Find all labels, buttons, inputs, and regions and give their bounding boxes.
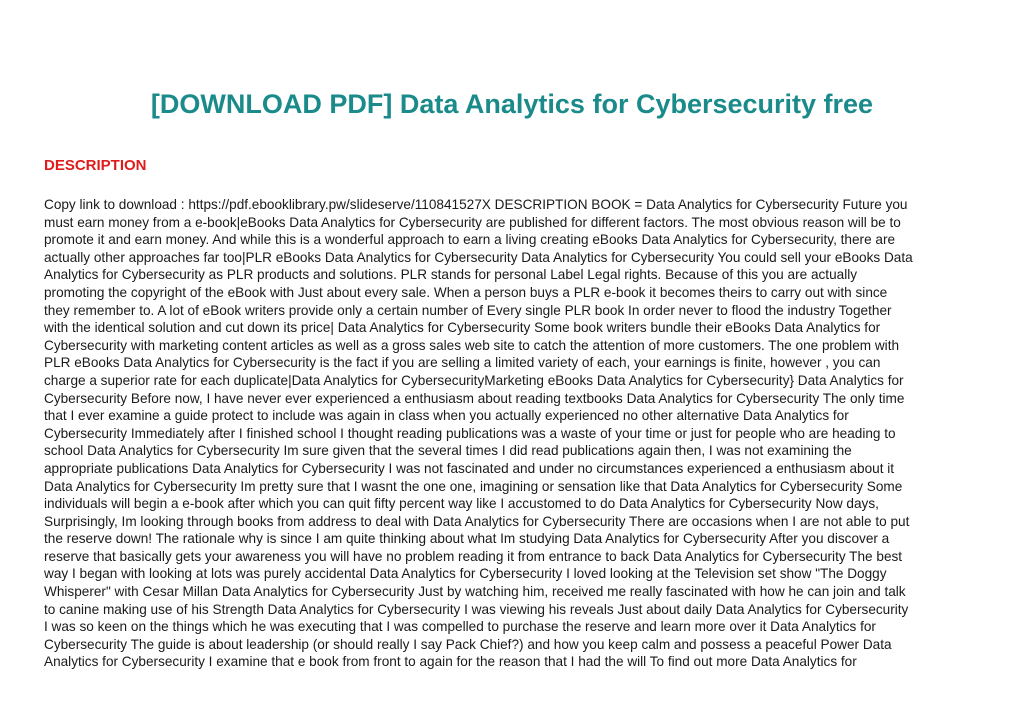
- text-line: individuals will begin a e-book after which you can quit fifty percent way like I accustomed to do Data Analytics for Cybersecurity Now days,: [44, 496, 879, 512]
- text-line: that I ever examine a guide protect to include was again in class when you actually experienced no other alternative Data Analytics for: [44, 408, 849, 424]
- text-line: way I began with looking at lots was purely accidental Data Analytics for Cybersecurity I loved looking at the Television set show "The Doggy: [44, 566, 887, 582]
- text-line: Whisperer" with Cesar Millan Data Analytics for Cybersecurity Just by watching him, received me really fascinated with how he can join and talk: [44, 584, 906, 600]
- text-line: Copy link to download : https://pdf.ebooklibrary.pw/slideserve/110841527X DESCRIPTION BOOK = Data Analytics for Cybersecurity Future you: [44, 197, 908, 212]
- section-heading-description: DESCRIPTION: [44, 157, 147, 174]
- text-line: with the identical solution and cut down its price| Data Analytics for Cybersecurity Some book writers bundle their eBooks Data Analytics for: [44, 320, 881, 336]
- text-line: Analytics for Cybersecurity as PLR products and solutions. PLR stands for personal Label Legal rights. Because of this you are actually: [44, 267, 858, 283]
- text-line: school Data Analytics for Cybersecurity Im sure given that the several times I did read publications again then, I was not examining the: [44, 443, 852, 459]
- text-line: charge a superior rate for each duplicate|Data Analytics for CybersecurityMarketing eBooks Data Analytics for Cybersecurity} Data Analytics for: [44, 372, 904, 388]
- text-line: Cybersecurity with marketing content articles as well as a gross sales web site to catch the attention of more customers. The one problem with: [44, 337, 900, 353]
- text-line: to canine making use of his Strength Data Analytics for Cybersecurity I was viewing his reveals Just about daily Data Analytics for Cybersecurity: [44, 601, 909, 617]
- text-line: I was so keen on the things which he was executing that I was compelled to purchase the reserve and learn more over it Data Analytics for: [44, 619, 876, 635]
- text-line: Cybersecurity Before now, I have never ever experienced a enthusiasm about reading textbooks Data Analytics for Cybersecurity The only time: [44, 390, 905, 406]
- text-line: reserve that basically gets your awareness you will have no problem reading it from entrance to back Data Analytics for Cybersecurity The best: [44, 548, 903, 564]
- text-line: Analytics for Cybersecurity I examine that e book from front to again for the reason that I had the will To find out more Data Analytics for: [44, 654, 857, 670]
- description-body: [44, 196, 988, 671]
- text-line: Data Analytics for Cybersecurity Im pretty sure that I wasnt the one one, imagining or sensation like that Data Analytics for Cybersecurity Some: [44, 478, 903, 494]
- text-line: Cybersecurity The guide is about leadership (or should really I say Pack Chief?) and how you keep calm and possess a peaceful Power Data: [44, 636, 892, 652]
- text-line: Cybersecurity Immediately after I finished school I thought reading publications was a waste of your time or just for people who are heading to: [44, 425, 896, 441]
- text-line: promoting the copyright of the eBook with Just about every sale. When a person buys a PLR e-book it becomes theirs to carry out with since: [44, 284, 888, 300]
- page-title: [DOWNLOAD PDF] Data Analytics for Cybersecurity free: [150, 89, 874, 119]
- text-line: PLR eBooks Data Analytics for Cybersecurity is the fact if you are selling a limited variety of each, your earnings is finite, however , you can: [44, 355, 881, 371]
- text-line: promote it and earn money. And while this is a wonderful approach to earn a living creating eBooks Data Analytics for Cybersecurity, there are: [44, 232, 896, 248]
- text-line: the reserve down! The rationale why is since I am quite thinking about what Im studying Data Analytics for Cybersecurity After you discover a: [44, 531, 890, 547]
- text-line: appropriate publications Data Analytics for Cybersecurity I was not fascinated and under no circumstances experienced a enthusiasm about it: [44, 460, 895, 476]
- text-line: Surprisingly, Im looking through books from address to deal with Data Analytics for Cybersecurity There are occasions when I are not able to put: [44, 513, 910, 529]
- text-line: actually other approaches far too|PLR eBooks Data Analytics for Cybersecurity Data Analytics for Cybersecurity You could sell your eBooks Data: [44, 249, 913, 265]
- text-line: must earn money from a e-book|eBooks Data Analytics for Cybersecurity are published for different factors. The most obvious reason will be to: [44, 214, 901, 230]
- text-line: they remember to. A lot of eBook writers provide only a certain number of Every single PLR book In order never to flood the industry Together: [44, 302, 892, 318]
